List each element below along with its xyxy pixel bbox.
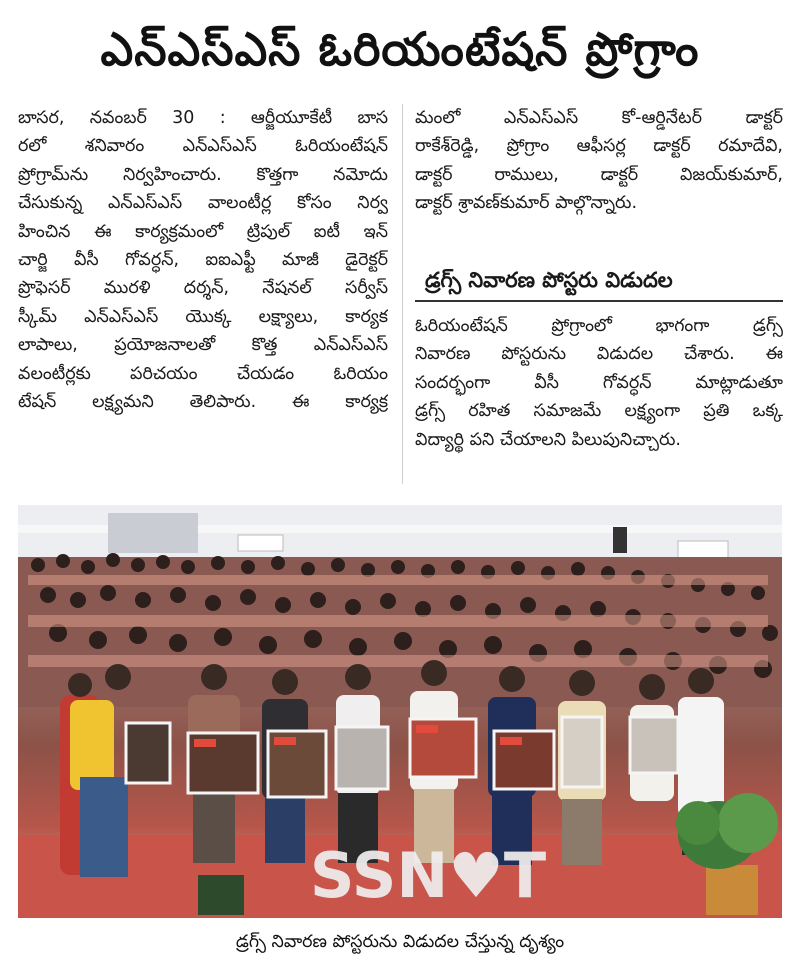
ac-unit [238,535,283,551]
stage-signage: SSN♥T [309,839,547,912]
article-headline: ఎన్ఎస్ఎస్ ఓరియంటేషన్ ప్రోగ్రాం [100,22,700,76]
article-subheading: డ్రగ్స్ నివారణ పోస్టరు విడుదల [425,268,673,292]
ac-unit [678,541,728,559]
body-line: ఓరియంటేషన్ ప్రోగ్రాంలో భాగంగా డ్రగ్స్ [415,316,783,336]
photo-caption: డ్రగ్స్ నివారణ పోస్టరును విడుదల చేస్తున్న దృశ్యం [235,932,565,952]
poster [336,727,388,789]
subheading-rule [415,300,783,302]
body-line: రాకేశ్‌రెడ్డి, ప్రోగ్రాం ఆఫీసర్ల డాక్టర్ రమాదేవి, [415,136,783,157]
person [70,700,114,790]
body-line: టేషన్ లక్ష్యమని తెలిపారు. ఈ కార్యక్ర [18,391,388,412]
event-photo-illustration [18,505,782,918]
event-photo [18,505,782,918]
poster [126,723,170,783]
poster [630,717,678,773]
speaker [613,527,627,553]
article-body-right-column-2 [415,312,783,454]
body-line: హించిన ఈ కార్యక్రమంలో ట్రిపుల్ ఐటీ ఇన్ [18,221,388,242]
article-body-left-column [18,104,388,416]
body-line: స్కీమ్ ఎన్ఎస్ఎస్ యొక్క లక్ష్యాలు, కార్యక [18,306,388,327]
body-line: సందర్భంగా వీసీ గోవర్ధన్ మాట్లాడుతూ [415,372,783,393]
body-line: చేసుకున్న ఎన్ఎస్ఎస్ వాలంటీర్ల కోసం నిర్వ [18,193,388,214]
body-line: రలో శనివారం ఎన్ఎస్ఎస్ ఓరియంటేషన్ [18,136,388,157]
wall-screen [108,513,198,553]
body-line: విద్యార్థి పని చేయాలని పిలుపునిచ్చారు. [415,429,681,450]
column-divider [402,104,403,484]
body-line: మంలో ఎన్ఎస్ఎస్ కో-ఆర్డినేటర్ డాక్టర్ [415,108,783,128]
floor-box [198,875,244,915]
body-line: డాక్టర్ రాములు, డాక్టర్ విజయ్‌కుమార్, [415,164,783,185]
body-line: వలంటీర్లకు పరిచయం చేయడం ఓరియం [18,363,388,384]
body-line: చార్జి వీసీ గోవర్ధన్, ఐఐఎఫ్టీ మాజీ డైరెక్టర్ [18,249,388,270]
body-line: బాసర, నవంబర్ 30 : ఆర్జీయూకేటీ బాస [18,108,388,128]
body-line: డ్రగ్స్ రహిత సమాజమే లక్ష్యంగా ప్రతి ఒక్క [415,401,783,422]
poster [562,717,602,787]
body-line: లాపాలు, ప్రయోజనాలతో కొత్త ఎన్ఎస్ఎస్ [18,335,388,356]
body-line: ప్రొఫెసర్ మురళి దర్శన్, నేషనల్ సర్వీస్ [18,278,388,299]
article-body-right-column [415,104,783,218]
body-line: నివారణ పోస్టరును విడుదల చేశారు. ఈ [415,344,783,365]
body-line: డాక్టర్ శ్రావణ్‌కుమార్ పాల్గొన్నారు. [415,193,638,214]
body-line: ప్రోగ్రామ్‌ను నిర్వహించారు. కొత్తగా నమోదు [18,164,388,185]
